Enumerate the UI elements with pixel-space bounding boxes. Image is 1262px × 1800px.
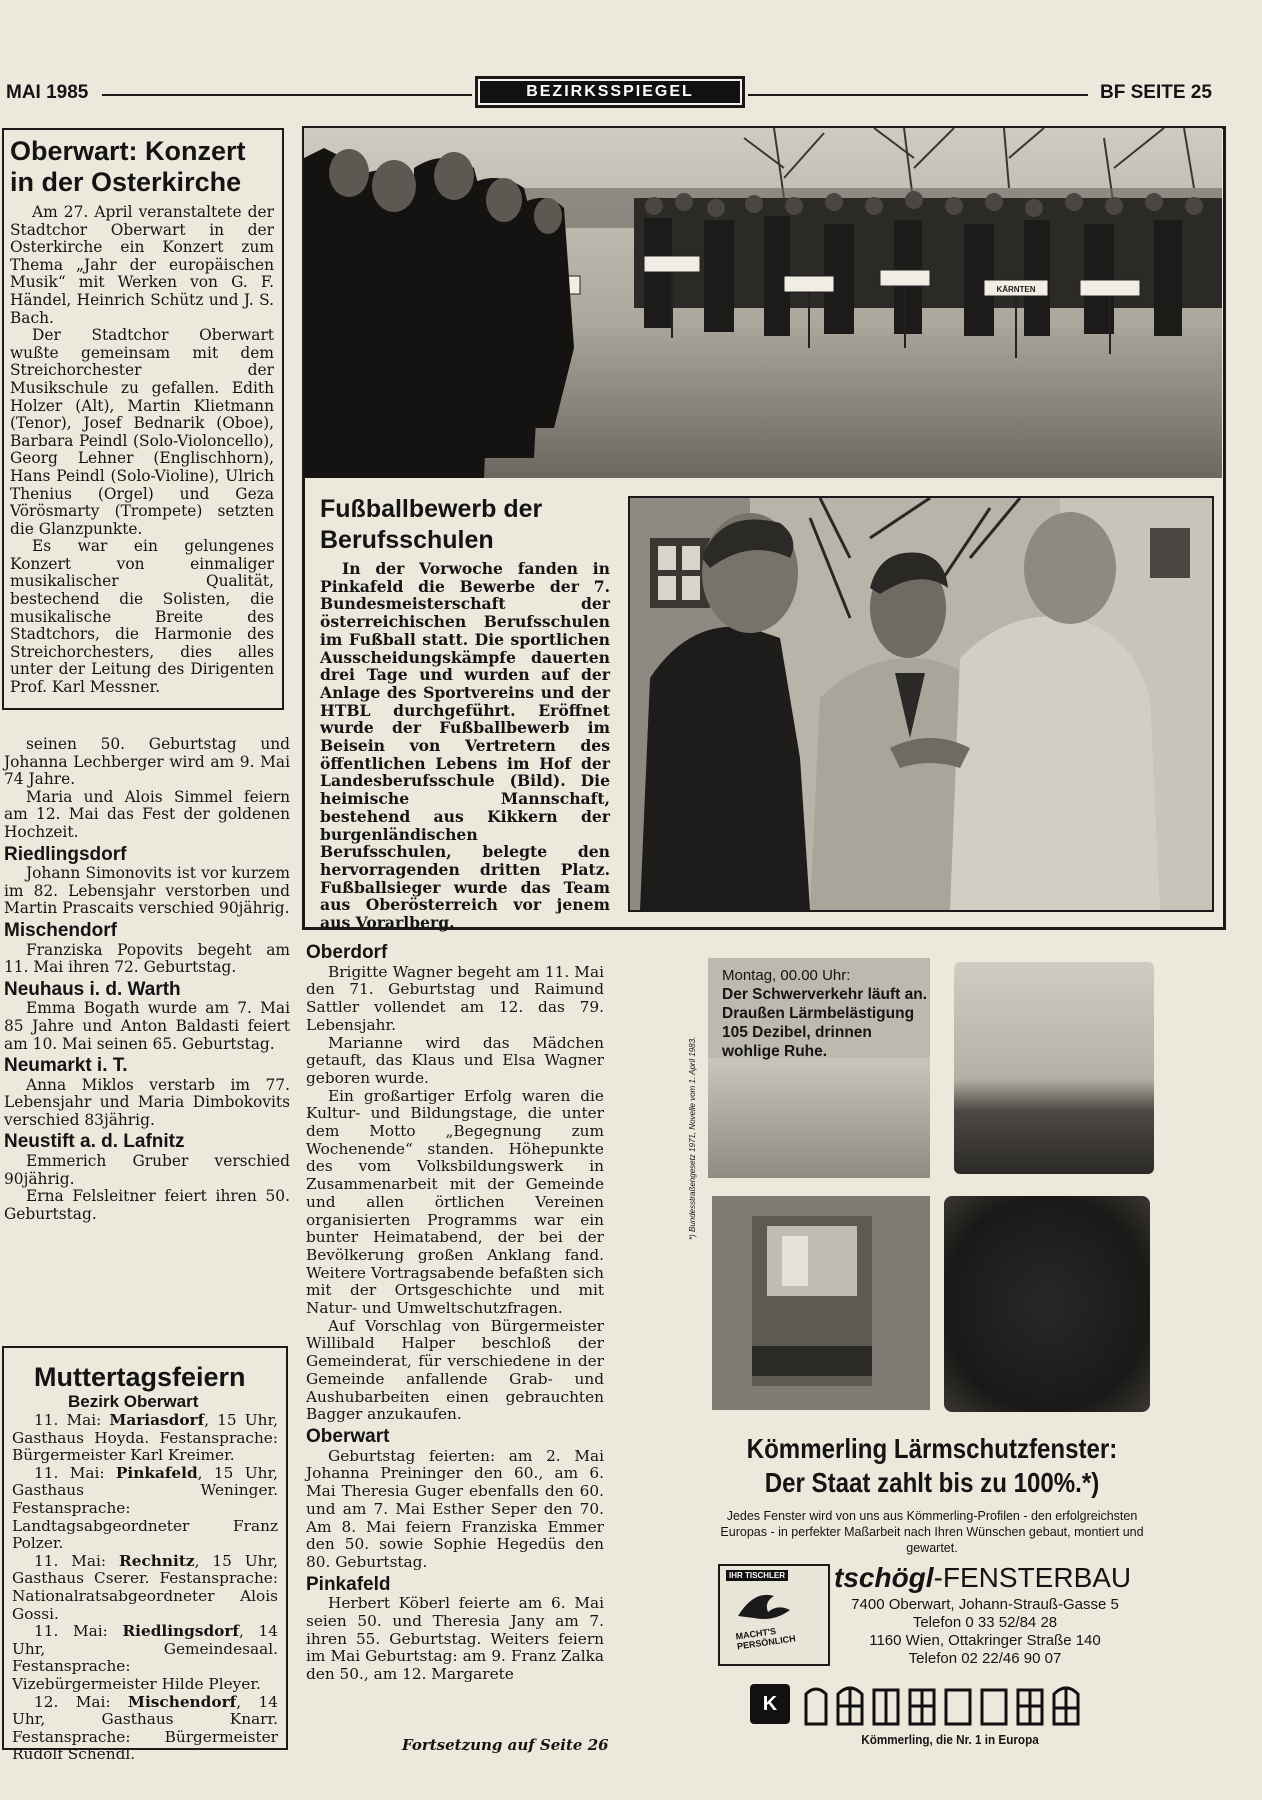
header-rule-right <box>748 94 1088 96</box>
left-column-news <box>4 736 290 1223</box>
sign-label: KÄRNTEN <box>996 285 1036 294</box>
header-rule-left <box>102 94 472 96</box>
news-paragraph: Ein großartiger Erfolg waren die Kultur- und Bildungstage, die unter dem Motto „Begegnung zum Wochenende“ standen. Höhepunkte des vom Volksbildungswerk in Zusammenarbeit mit der Gemeinde und allen örtlichen Vereinen organisierten Programms war ein bunter Heimatabend, der bei der Bevölkerung großen Anklang fand. Weitere Vortragsabende befaßten sich mit der Ortsgeschichte und mit Natur- und Umweltschutzfragen. <box>306 1086 604 1318</box>
news-paragraph: Maria und Alois Simmel feiern am 12. Mai das Fest der goldenen Hochzeit. <box>4 787 290 841</box>
company-contact <box>820 1596 1150 1668</box>
window-pane-top-right <box>954 962 1154 1174</box>
news-paragraph: Brigitte Wagner begeht am 11. Mai den 71. Geburtstag und Raimund Sattler vollendet am 12. das 79. Lebensjahr. <box>306 962 604 1034</box>
window-icons-row <box>750 1680 1110 1726</box>
tischler-logo-graphic <box>734 1586 794 1622</box>
officials-photo <box>628 496 1214 912</box>
truck-graphic <box>712 1196 930 1410</box>
crowd-photo <box>304 128 1222 478</box>
logo-top-text: IHR TISCHLER <box>726 1570 788 1581</box>
window-pane-bottom-left <box>712 1196 930 1410</box>
phone-wien: Telefon 02 22/46 90 07 <box>908 1650 1062 1667</box>
muttertag-entry <box>12 1694 278 1764</box>
muttertag-subtitle: Bezirk Oberwart <box>68 1392 199 1411</box>
entry-date: 11. Mai: <box>34 1551 119 1570</box>
news-paragraph: Emma Bogath wurde am 7. Mai 85 Jahre und Anton Baldasti feiert am 10. Mai seinen 65. Geburtstag. <box>4 999 290 1053</box>
ad-caption-time: Montag, 00.00 Uhr: <box>722 967 851 984</box>
entry-place: Mariasdorf <box>109 1411 205 1429</box>
ad-caption-text: Der Schwerverkehr läuft an. Draußen Lärmbelästigung 105 Dezibel, drinnen wohlige Ruhe. <box>722 986 928 1060</box>
entry-details: , 15 Uhr, Gasthaus Cserer. Festansprache: Nationalratsabgeordneter Alois Gossi. <box>12 1551 278 1623</box>
konzert-body <box>10 204 274 697</box>
crowd-photo-graphic <box>304 128 1222 478</box>
konzert-title-2: in der Osterkirche <box>10 167 242 197</box>
fussball-body <box>320 560 610 932</box>
news-paragraph: Auf Vorschlag von Bürgermeister Willibald Halper beschloß der Gemeinderat, für verschiedene in der Gemeinde anfallende Grab- und Aushubarbeiten einen gebrauchten Bagger anzukaufen. <box>306 1316 604 1424</box>
muttertag-entry <box>12 1465 278 1553</box>
ad-body: Jedes Fenster wird von uns aus Kömmerling-Profilen - den erfolgreichsten Europas - in perfekter Maßarbeit nach Ihren Wünschen gebaut, montiert und gewartet. <box>720 1509 1144 1555</box>
news-paragraph: Herbert Köberl feierte am 6. Mai seien 50. und Theresia Jany am 7. ihren 55. Geburtstag. Weiters feiern im Mai Geburtstag: am 9. Franz Zalka den 50., am 12. Margarete <box>306 1594 604 1684</box>
entry-details: , 14 Uhr, Gemeindesaal. Festansprache: Vizebürgermeister Hilde Pleyer. <box>12 1622 278 1693</box>
phone-oberwart: Telefon 0 33 52/84 28 <box>912 1614 1058 1631</box>
company-name: tschögl <box>834 1562 934 1593</box>
entry-place: Rechnitz <box>119 1551 195 1570</box>
entry-details: , 15 Uhr, Gasthaus Weninger. Festansprache: Landtagsabgeordneter Franz Polzer. <box>12 1463 278 1553</box>
continued-note: Fortsetzung auf Seite 26 <box>402 1736 609 1754</box>
muttertag-box <box>2 1346 288 1764</box>
place-heading: Pinkafeld <box>306 1573 391 1595</box>
fussball-paragraph: In der Vorwoche fanden in Pinkafeld die Bewerbe der 7. Bundesmeisterschaft der österreichischen Berufsschulen im Fußball statt. Die sportlichen Ausscheidungskämpfe dauerten drei Tage und wurden auf der Anlage des Sportvereins und der HTBL durchgeführt. Eröffnet wurde der Fußballbewerb im Beisein von Vertretern des öffentlichen Lebens im Hof der Landesberufsschule (Bild). Die heimische Mannschaft, bestehend aus Kikkern der burgenländischen Berufsschulen, belegte den hervorragenden dritten Platz. Fußballsieger wurde das Team aus Oberösterreich vor jenem aus Vorarlberg. <box>320 559 610 933</box>
tischler-logo <box>718 1564 830 1666</box>
entry-place: Pinkafeld <box>115 1463 198 1482</box>
fussball-title-2: Berufsschulen <box>320 526 494 554</box>
company-wordmark <box>834 1562 1131 1594</box>
konzert-article <box>2 128 284 710</box>
koemmerling-logo-icon: K <box>750 1684 790 1724</box>
news-paragraph: Emmerich Gruber verschied 90jährig. <box>4 1152 290 1188</box>
news-paragraph: Franziska Popovits begeht am 11. Mai ihren 72. Geburtstag. <box>4 940 290 977</box>
ad-slogan: Kömmerling, die Nr. 1 in Europa <box>861 1732 1039 1747</box>
ad-footnote: *) Bundesstraßengesetz 1971, Novelle vom 1. April 1983. <box>688 1036 697 1240</box>
window-shapes-icons <box>802 1684 1106 1726</box>
ad-footnote-vertical <box>688 960 708 1240</box>
place-heading: Riedlingsdorf <box>4 843 127 865</box>
address-wien: 1160 Wien, Ottakringer Straße 140 <box>869 1632 1101 1649</box>
news-paragraph: Marianne wird das Mädchen getauft, das Klaus und Elsa Wagner geboren wurde. <box>306 1033 604 1087</box>
news-paragraph: Johann Simonovits ist vor kurzem im 82. Lebensjahr verstorben und Martin Prascaits verschied 90jährig. <box>4 864 290 918</box>
entry-date: 12. Mai: <box>34 1692 129 1711</box>
address-oberwart: 7400 Oberwart, Johann-Strauß-Gasse 5 <box>851 1596 1119 1613</box>
konzert-paragraph: Der Stadtchor Oberwart wußte gemeinsam mit dem Streichorchester der Musikschule zu gefallen. Edith Holzer (Alt), Martin Klietmann (Tenor), Josef Bednarik (Oboe), Barbara Peindl (Solo-Violoncello), Georg Lehner (Englischhorn), Hans Peindl (Solo-Violine), Ulrich Thenius (Orgel) und Geza Vörösmarty (Trompete) setzten die Glanzpunkte. <box>10 326 274 538</box>
news-paragraph: Erna Felsleitner feiert ihren 50. Geburtstag. <box>4 1187 290 1223</box>
entry-date: 11. Mai: <box>34 1463 116 1482</box>
window-pane-bottom-right <box>944 1196 1150 1412</box>
news-paragraph: seinen 50. Geburtstag und Johanna Lechberger wird am 9. Mai 74 Jahre. <box>4 735 290 789</box>
muttertag-entry <box>12 1553 278 1623</box>
konzert-title-1: Oberwart: Konzert <box>10 136 246 166</box>
entry-date: 11. Mai: <box>34 1622 123 1641</box>
muttertag-entry <box>12 1412 278 1465</box>
page-number: BF SEITE 25 <box>1100 82 1212 103</box>
fussball-article <box>320 494 610 932</box>
ad-headline-1: Kömmerling Lärmschutzfenster: <box>746 1433 1118 1464</box>
company-suffix: -FENSTERBAU <box>933 1562 1132 1593</box>
fussball-title-1: Fußballbewerb der <box>320 495 543 523</box>
konzert-paragraph: Es war ein gelungenes Konzert von einmaliger musikalischer Qualität, bestechend die Solisten, die musikalische Breite des Stadtchors, die Harmonie des Streichorchesters, dies alles unter der Leitung des Dirigenten Prof. Karl Messner. <box>10 537 274 697</box>
issue-date: MAI 1985 <box>6 82 89 103</box>
place-heading: Oberwart <box>306 1425 390 1447</box>
konzert-paragraph: Am 27. April veranstaltete der Stadtchor Oberwart in der Osterkirche ein Konzert zum Thema „Jahr der europäischen Musik“ mit Werken von G. F. Händel, Heinrich Schütz und J. S. Bach. <box>10 203 274 327</box>
entry-place: Riedlingsdorf <box>122 1622 240 1641</box>
muttertag-title: Muttertagsfeiern <box>34 1362 246 1392</box>
muttertag-list <box>12 1412 278 1764</box>
ad-headline-2: Der Staat zahlt bis zu 100%.*) <box>764 1467 1100 1498</box>
middle-column-news <box>306 944 604 1684</box>
place-heading: Neustift a. d. Lafnitz <box>4 1131 185 1153</box>
entry-place: Mischendorf <box>128 1692 237 1711</box>
place-heading: Neuhaus i. d. Warth <box>4 978 181 1000</box>
entry-date: 11. Mai: <box>34 1411 110 1429</box>
place-heading: Mischendorf <box>4 919 117 941</box>
officials-photo-graphic <box>630 498 1212 910</box>
section-title: BEZIRKSSPIEGEL <box>480 81 740 103</box>
news-paragraph: Geburtstag feierten: am 2. Mai Johanna Preininger den 60., am 6. Mai Theresia Guger ebenfalls den 60. und am 7. Mai Esther Seper den 70. Am 8. Mai feiern Franziska Emmer den 50. sowie Sophie Hegedüs den 80. Geburtstag. <box>306 1446 604 1571</box>
logo-bottom-text: MACHT'S PERSÖNLICH <box>734 1626 797 1652</box>
place-heading: Neumarkt i. T. <box>4 1055 128 1077</box>
entry-details: , 15 Uhr, Gasthaus Hoyda. Festansprache: Bürgermeister Karl Kreimer. <box>12 1411 278 1465</box>
entry-details: , 14 Uhr, Gasthaus Knarr. Festansprache: Bürgermeister Rudolf Schendl. <box>12 1692 278 1764</box>
muttertag-entry <box>12 1623 278 1693</box>
news-paragraph: Anna Miklos verstarb im 77. Lebensjahr und Maria Dimbokovits verschied 83jährig. <box>4 1075 290 1129</box>
section-banner <box>475 76 745 108</box>
ad-caption <box>722 966 932 1061</box>
place-heading: Oberdorf <box>306 942 388 963</box>
